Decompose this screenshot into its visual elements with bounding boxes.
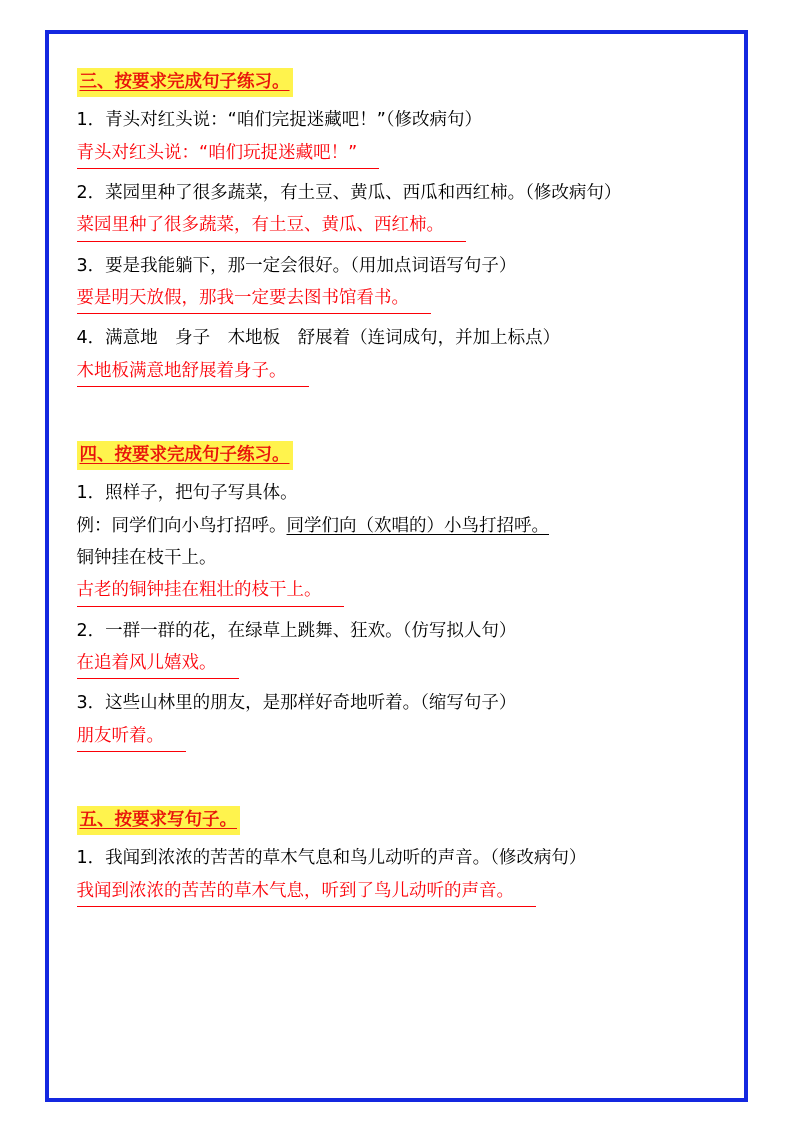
section-five-heading: 五、按要求写句子。 xyxy=(77,806,241,835)
answer-4-3: 朋友听着。 xyxy=(77,722,187,752)
section-gap-1 xyxy=(77,397,717,441)
answer-5-1: 我闻到浓浓的苦苦的草木气息，听到了鸟儿动听的声音。 xyxy=(77,877,537,907)
question-3-2: 2．菜园里种了很多蔬菜，有土豆、黄瓜、西瓜和西红柿。（修改病句） xyxy=(76,182,622,203)
example-underlined: 同学们向（欢唱的）小鸟打招呼。 xyxy=(286,515,549,536)
question-3-3: 3．要是我能躺下，那一定会很好。（用加点词语写句子） xyxy=(76,255,517,276)
section-three-heading: 三、按要求完成句子练习。 xyxy=(77,68,293,97)
answer-3-4-row xyxy=(77,357,717,392)
question-4-2: 2．一群一群的花，在绿草上跳舞、狂欢。（仿写拟人句） xyxy=(76,620,517,641)
example-prefix: 例：同学们向小鸟打招呼。 xyxy=(76,515,287,536)
answer-3-3: 要是明天放假，那我一定要去图书馆看书。 xyxy=(77,284,432,314)
answer-3-2-row xyxy=(77,211,717,246)
question-3-1: 1．青头对红头说：“咱们完捉迷藏吧！”（修改病句） xyxy=(76,110,483,131)
question-4-3: 3．这些山林里的朋友，是那样好奇地听着。（缩写句子） xyxy=(76,693,517,714)
answer-4-2-row xyxy=(77,649,717,684)
question-5-1: 1．我闻到浓浓的苦苦的草木气息和鸟儿动听的声音。（修改病句） xyxy=(76,848,587,869)
section-five xyxy=(77,806,717,912)
section-three xyxy=(77,68,717,392)
answer-4-1: 古老的铜钟挂在粗壮的枝干上。 xyxy=(77,576,344,606)
answer-4-3-row xyxy=(77,722,717,757)
question-4-1: 1．照样子，把句子写具体。 xyxy=(76,483,298,504)
answer-3-1-row xyxy=(77,139,717,174)
question-4-1-example xyxy=(77,512,717,540)
section-four xyxy=(77,441,717,757)
answer-3-1: 青头对红头说：“咱们玩捉迷藏吧！” xyxy=(77,139,380,169)
answer-5-1-row xyxy=(77,877,717,912)
answer-4-2: 在追着风儿嬉戏。 xyxy=(77,649,239,679)
worksheet-content xyxy=(77,30,717,912)
answer-3-3-row xyxy=(77,284,717,319)
question-3-4: 4．满意地 身子 木地板 舒展着（连词成句，并加上标点） xyxy=(76,328,561,349)
section-four-heading: 四、按要求完成句子练习。 xyxy=(77,441,293,470)
answer-3-4: 木地板满意地舒展着身子。 xyxy=(77,357,309,387)
answer-4-1-row xyxy=(77,576,717,611)
question-4-1-sentence: 铜钟挂在枝干上。 xyxy=(76,547,217,568)
section-gap-2 xyxy=(77,762,717,806)
answer-3-2: 菜园里种了很多蔬菜，有土豆、黄瓜、西红柿。 xyxy=(77,211,467,241)
